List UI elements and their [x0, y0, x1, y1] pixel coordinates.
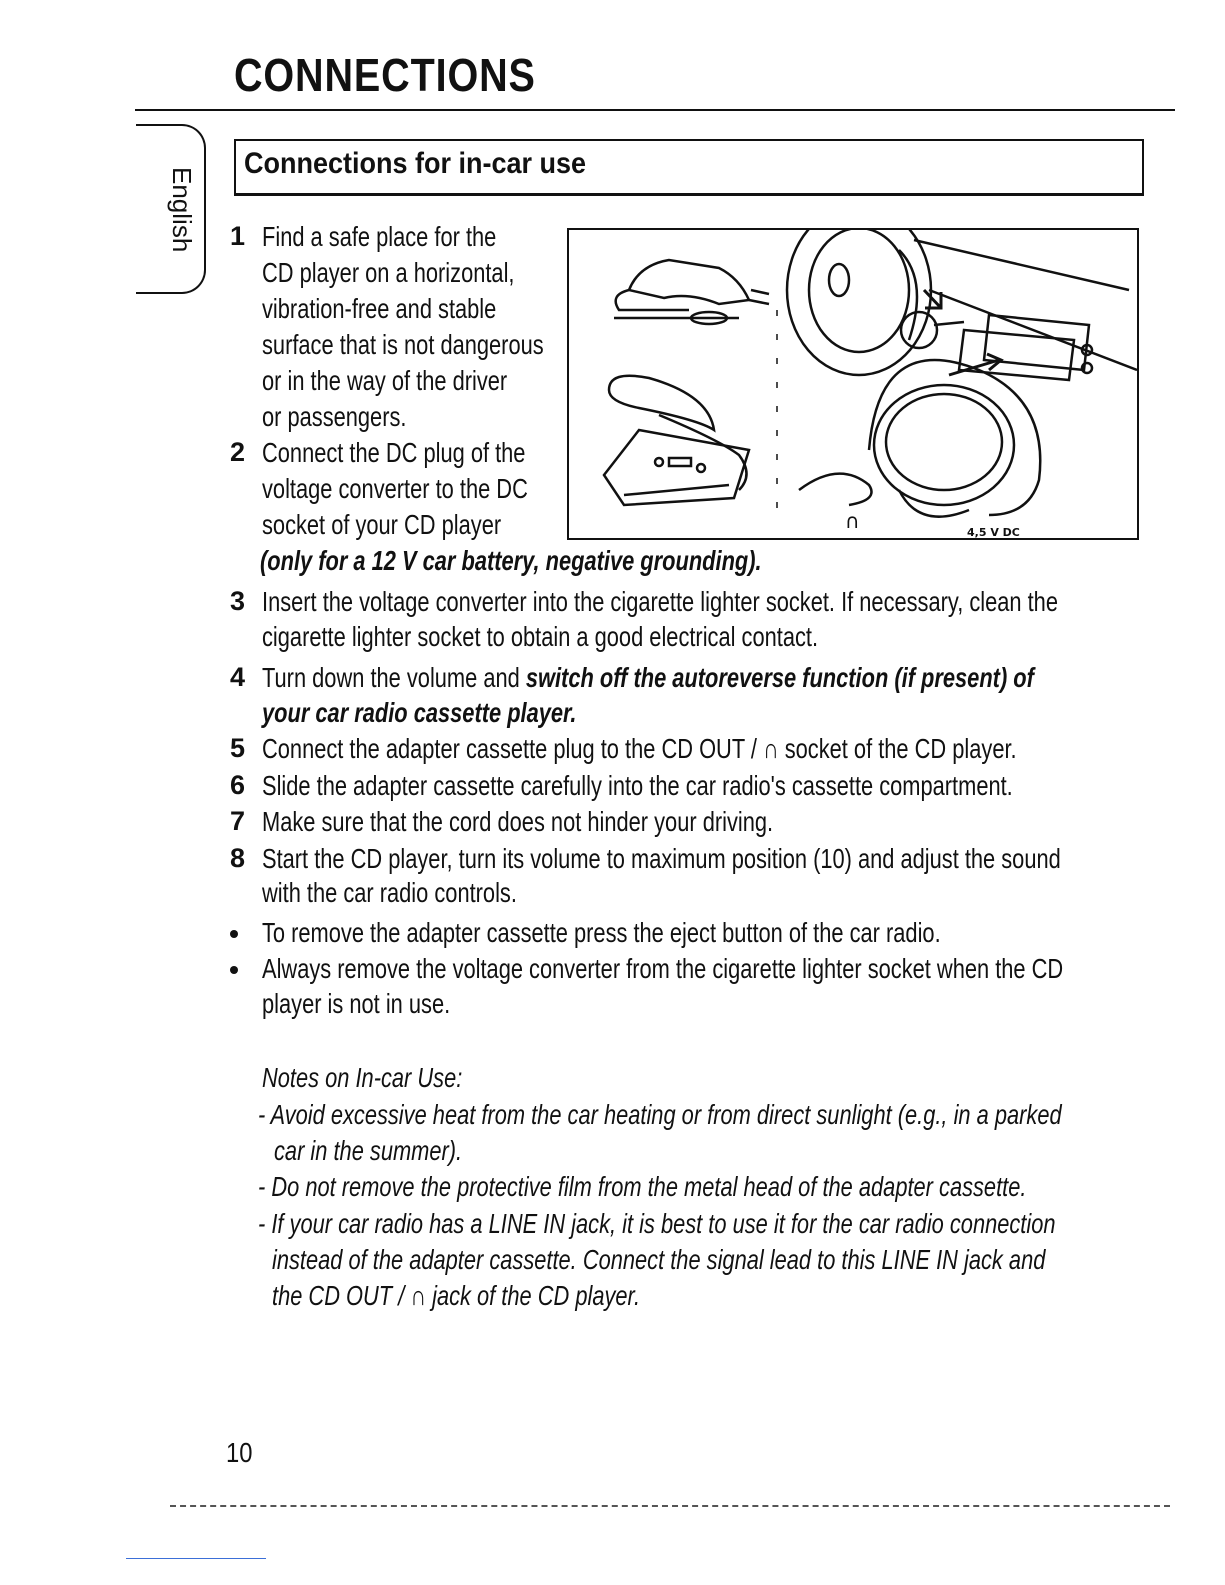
bullet-dot	[230, 930, 238, 938]
step-1-line: CD player on a horizontal,	[262, 257, 515, 288]
notes-heading: Notes on In-car Use:	[262, 1062, 463, 1093]
bullet-line: To remove the adapter cassette press the eject button of the car radio.	[262, 917, 941, 948]
step-4-emphasis: switch off the autoreverse function (if present) of	[525, 662, 1034, 693]
step-number: 6	[230, 770, 246, 800]
page-number: 10	[226, 1437, 253, 1468]
step-3-line: cigarette lighter socket to obtain a good electrical contact.	[262, 621, 819, 652]
step-number: 8	[230, 843, 246, 873]
step-4-lead: Turn down the volume and	[262, 662, 526, 693]
voltage-converter-icon	[614, 260, 769, 324]
cd-player-icon	[874, 385, 1014, 517]
note-line: - If your car radio has a LINE IN jack, it is best to use it for the car radio connection	[258, 1208, 1056, 1239]
step-number: 7	[230, 806, 246, 836]
section-title: Connections for in-car use	[244, 147, 587, 180]
note-line: the CD OUT / ∩ jack of the CD player.	[272, 1280, 641, 1311]
step-8-line: with the car radio controls.	[262, 877, 517, 908]
step-5-line: Connect the adapter cassette plug to the CD OUT / ∩ socket of the CD player.	[262, 733, 1017, 764]
step-1-line: Find a safe place for the	[262, 221, 497, 252]
page-title: CONNECTIONS	[234, 49, 536, 101]
step-3-line: Insert the voltage converter into the cigarette lighter socket. If necessary, clean the	[262, 586, 1058, 617]
step-2-line: socket of your CD player	[262, 509, 502, 540]
steering-wheel-icon	[787, 230, 931, 375]
section-header	[234, 139, 1144, 196]
step-1-line: vibration-free and stable	[262, 293, 497, 324]
step-number: 4	[230, 662, 246, 692]
voltage-label: 4,5 V DC	[967, 526, 1020, 538]
step-4-emphasis-cont: your car radio cassette player.	[262, 697, 577, 728]
bullet-line: Always remove the voltage converter from the cigarette lighter socket when the CD	[262, 953, 1064, 984]
step-number: 2	[230, 437, 246, 467]
connection-illustration	[567, 228, 1139, 540]
adapter-cassette-icon	[604, 376, 749, 505]
header-rule	[135, 109, 1175, 111]
note-line: - Avoid excessive heat from the car heating or from direct sunlight (e.g., in a parked	[258, 1099, 1062, 1130]
step-2-line: voltage converter to the DC	[262, 473, 528, 504]
step-number: 3	[230, 586, 246, 616]
step-number: 5	[230, 733, 246, 763]
note-line: instead of the adapter cassette. Connect the signal lead to this LINE IN jack and	[272, 1244, 1046, 1275]
note-line: - Do not remove the protective film from the metal head of the adapter cassette.	[258, 1171, 1027, 1202]
step-4-line	[262, 662, 1034, 694]
step-1-line: or in the way of the driver	[262, 365, 508, 396]
bullet-line: player is not in use.	[262, 988, 451, 1019]
language-tab-label: English	[167, 167, 197, 253]
headphone-symbol: ∩	[845, 509, 860, 533]
step-1-line: surface that is not dangerous	[262, 329, 544, 360]
step-number: 1	[230, 221, 246, 251]
step-7-line: Make sure that the cord does not hinder your driving.	[262, 806, 774, 837]
step-2-line: Connect the DC plug of the	[262, 437, 526, 468]
note-line: car in the summer).	[274, 1135, 463, 1166]
car-setup-drawing	[569, 230, 1137, 538]
footer-rule	[170, 1505, 1170, 1507]
step-1-line: or passengers.	[262, 401, 407, 432]
scan-edge-line	[126, 1558, 266, 1559]
step-6-line: Slide the adapter cassette carefully into the car radio's cassette compartment.	[262, 770, 1013, 801]
step-8-line: Start the CD player, turn its volume to maximum position (10) and adjust the sound	[262, 843, 1061, 874]
bullet-dot	[230, 966, 238, 974]
step-2-emphasis: (only for a 12 V car battery, negative grounding).	[260, 545, 762, 576]
